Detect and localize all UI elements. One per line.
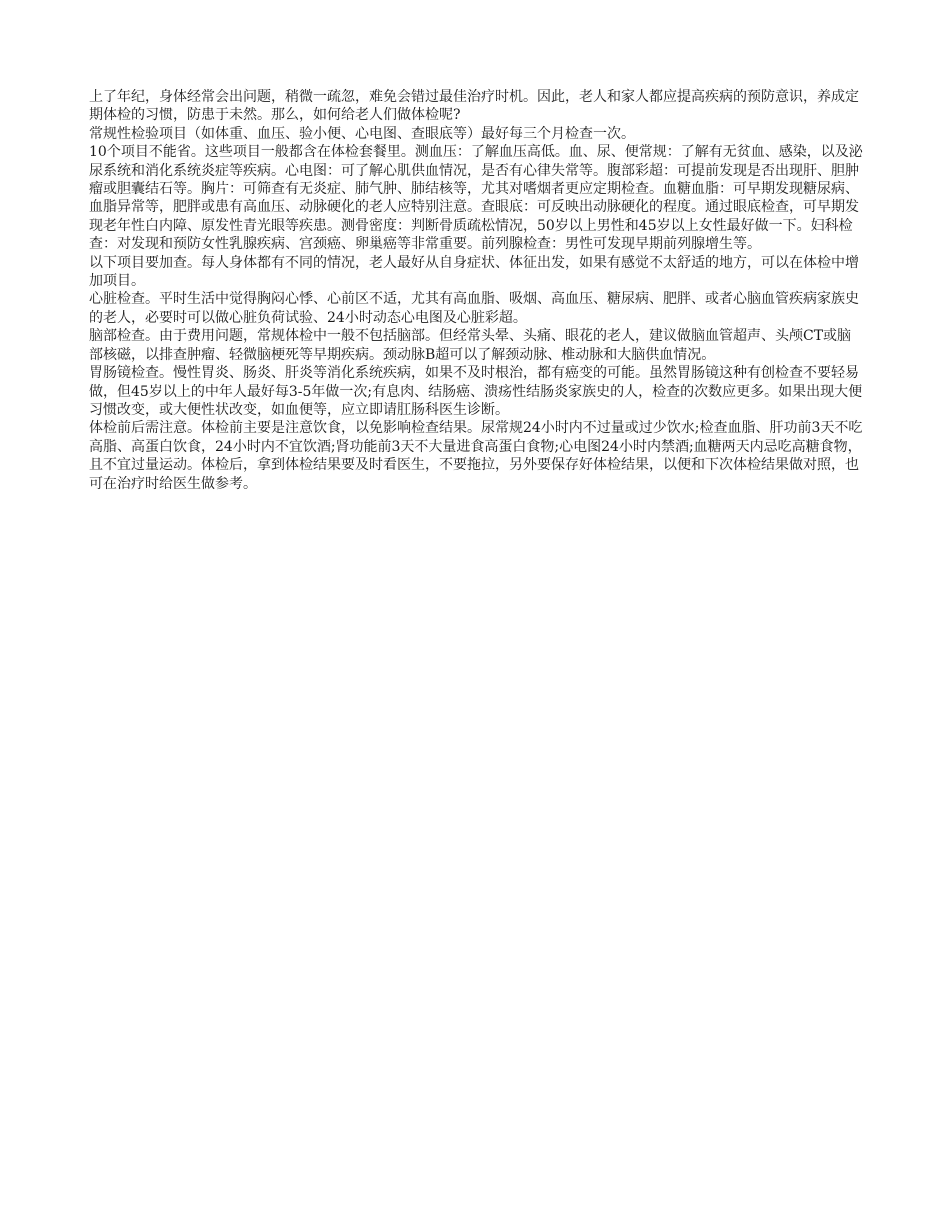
paragraph-ten-items: 10个项目不能省。这些项目一般都含在体检套餐里。测血压：了解血压高低。血、尿、便常规：了解有无贫血、感染，以及泌尿系统和消化系统炎症等疾病。心电图：可了解心肌供血情况，是否有心律失常等。腹部彩超：可提前发现是否出现肝、胆肿瘤或胆囊结石等。胸片：可筛查有无炎症、肺气肿、肺结核等，尤其对嗜烟者更应定期检查。血糖血脂：可早期发现糖尿病、血脂异常等，肥胖或患有高血压、动脉硬化的老人应特别注意。查眼底：可反映出动脉硬化的程度。通过眼底检查，可早期发现老年性白内障、原发性青光眼等疾患。测骨密度：判断骨质疏松情况，50岁以上男性和45岁以上女性最好做一下。妇科检查：对发现和预防女性乳腺疾病、宫颈癌、卵巢癌等非常重要。前列腺检查：男性可发现早期前列腺增生等。 bbox=[89, 144, 863, 253]
paragraph-heart-check: 心脏检查。平时生活中觉得胸闷心悸、心前区不适，尤其有高血脂、吸烟、高血压、糖尿病、肥胖、或者心脑血管疾病家族史的老人，必要时可以做心脏负荷试验、24小时动态心电图及心脏彩超。 bbox=[89, 291, 859, 326]
document-body bbox=[89, 88, 864, 493]
paragraph-before-after: 体检前后需注意。体检前主要是注意饮食，以免影响检查结果。尿常规24小时内不过量或过少饮水;检查血脂、肝功前3天不吃高脂、高蛋白饮食，24小时内不宜饮酒;肾功能前3天不大量进食高蛋白食物;心电图24小时内禁酒;血糖两天内忌吃高糖食物，且不宜过量运动。体检后，拿到体检结果要及时看医生，不要拖拉，另外要保存好体检结果，以便和下次体检结果做对照，也可在治疗时给医生做参考。 bbox=[89, 420, 863, 492]
paragraph-gastro-check: 胃肠镜检查。慢性胃炎、肠炎、肝炎等消化系统疾病，如果不及时根治，都有癌变的可能。虽然胃肠镜这种有创检查不要轻易做，但45岁以上的中年人最好每3-5年做一次;有息肉、结肠癌、溃疡性结肠炎家族史的人，检查的次数应更多。如果出现大便习惯改变，或大便性状改变，如血便等，应立即请肛肠科医生诊断。 bbox=[89, 365, 863, 418]
paragraph-routine-checks: 常规性检验项目（如体重、血压、验小便、心电图、查眼底等）最好每三个月检查一次。 bbox=[89, 125, 635, 142]
paragraph-intro: 上了年纪，身体经常会出问题，稍微一疏忽，难免会错过最佳治疗时机。因此，老人和家人都应提高疾病的预防意识，养成定期体检的习惯，防患于未然。那么，如何给老人们做体检呢? bbox=[89, 89, 859, 124]
paragraph-extra-items: 以下项目要加查。每人身体都有不同的情况，老人最好从自身症状、体征出发，如果有感觉不太舒适的地方，可以在体检中增加项目。 bbox=[89, 254, 859, 290]
paragraph-brain-check: 脑部检查。由于费用问题，常规体检中一般不包括脑部。但经常头晕、头痛、眼花的老人，建议做脑血管超声、头颅CT或脑部核磁，以排查肿瘤、轻微脑梗死等早期疾病。颈动脉B超可以了解颈动脉、椎动脉和大脑供血情况。 bbox=[89, 328, 852, 363]
